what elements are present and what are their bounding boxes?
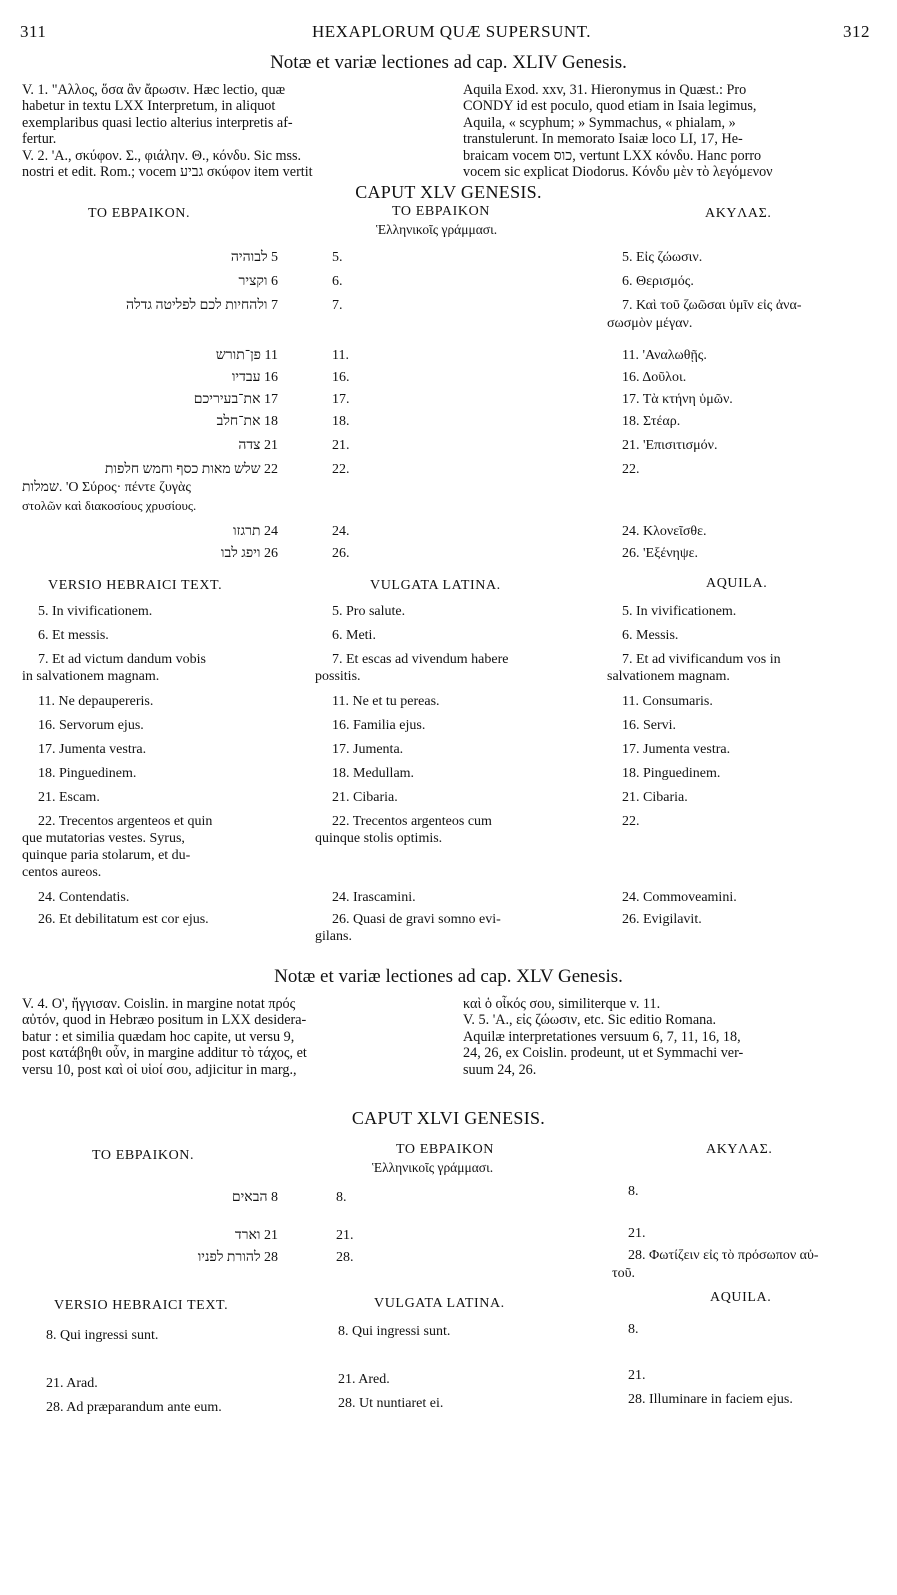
- aquila-cell-cont: σωσμὸν μέγαν.: [607, 316, 693, 331]
- aquila-latin-cell: 21.: [628, 1368, 646, 1383]
- verse-number: 18.: [332, 414, 350, 429]
- aquila-cell: 22.: [622, 462, 640, 477]
- text-line: Aquila Exod. xxv, 31. Hieronymus in Quæst.: Pro: [463, 82, 747, 98]
- text-line: batur : et similia quædam hoc capite, ut versu 9,: [22, 1028, 295, 1045]
- hebrew-cell: 5 לבוהיה: [230, 250, 278, 265]
- versio-cell: 26. Et debilitatum est cor ejus.: [38, 912, 209, 927]
- aquila-latin-cell: 24. Commoveamini.: [622, 890, 737, 905]
- hebrew-cell: 6 וקציר: [238, 274, 278, 289]
- vulgata-cell: 16. Familia ejus.: [332, 718, 426, 733]
- text-line: αὐτόν, quod in Hebræo positum in LXX desidera-: [22, 1012, 307, 1029]
- hebrew-cell: 8 הבאים: [231, 1190, 278, 1205]
- latin-head-vulgata: VULGATA LATINA.: [374, 1296, 505, 1311]
- versio-cell: 18. Pinguedinem.: [38, 766, 137, 781]
- versio-cell: 28. Ad præparandum ante eum.: [46, 1400, 222, 1415]
- hebrew-cell: 22 שלש מאות כסף וחמש חלפות: [104, 462, 278, 477]
- versio-cell: 11. Ne depaupereris.: [38, 694, 154, 709]
- vulgata-cell: 5. Pro salute.: [332, 604, 406, 619]
- chapter-46-title: CAPUT XLVI GENESIS.: [351, 1108, 546, 1128]
- vulgata-cell: 8. Qui ingressi sunt.: [338, 1324, 451, 1339]
- text-line: V. 4. Ο', ἤγγισαν. Coislin. in margine notat πρός: [22, 996, 296, 1012]
- verse-number: 21.: [336, 1228, 354, 1243]
- verse-number: 5.: [332, 250, 343, 265]
- text-line: vocem sic explicat Diodorus. Κόνδυ μὲν τὸ λεγόμενον: [463, 164, 773, 181]
- aquila-latin-cell: 11. Consumaris.: [622, 694, 713, 709]
- hebrew-cell: 24 תרגזו: [232, 524, 278, 539]
- verse-number: 24.: [332, 524, 350, 539]
- notes-44-title: Notæ et variæ lectiones ad cap. XLIV Genesis.: [270, 52, 627, 73]
- text-line: versu 10, post καὶ οἱ υἱοί σου, adjicitur in marg.,: [22, 1061, 297, 1078]
- page-number-right: 312: [843, 22, 870, 41]
- latin-head-vulgata: VULGATA LATINA.: [370, 578, 501, 593]
- hebrew-cell: 21 וארד: [234, 1228, 278, 1243]
- verse-number: 17.: [332, 392, 350, 407]
- aquila-latin-cell-cont: salvationem magnam.: [607, 669, 730, 684]
- verse-number: 21.: [332, 438, 350, 453]
- col-head-aquila: AKYΛAΣ.: [705, 206, 772, 221]
- aquila-cell: 8.: [628, 1184, 639, 1199]
- hebrew-cell: 11 פן־תורש: [215, 348, 278, 363]
- hebrew-cell: 16 עבדיו: [231, 370, 278, 385]
- vulgata-cell: 28. Ut nuntiaret ei.: [338, 1396, 444, 1411]
- versio-cell-cont: in salvationem magnam.: [22, 669, 160, 684]
- notes-45-right-column: [463, 996, 877, 1078]
- versio-cell-cont: centos aureos.: [22, 865, 102, 880]
- hebrew-cell-cont: שמלות. 'O Σύρος· πέντε ζυγὰς: [22, 480, 191, 495]
- versio-cell: 22. Trecentos argenteos et quin: [38, 814, 213, 829]
- aquila-cell: 7. Καὶ τοῦ ζωῶσαι ὑμῖν εἰς ἀνα-: [622, 298, 802, 313]
- vulgata-cell: 21. Cibaria.: [332, 790, 398, 805]
- text-line: V. 5. 'A., εἰς ζώωσιν, etc. Sic editio Romana.: [463, 1012, 717, 1029]
- text-line: exemplaribus quasi lectio alterius interpretis af-: [22, 114, 293, 131]
- aquila-cell: 18. Στέαρ.: [622, 414, 681, 429]
- verse-number: 16.: [332, 370, 350, 385]
- hebrew-cell: 7 ולהחיות לכם לפליטה גדלה: [126, 298, 278, 313]
- text-line: fertur.: [22, 131, 57, 148]
- text-line: transtulerunt. In memorato Isaiæ loco LI, 17, He-: [463, 131, 743, 148]
- aquila-latin-cell: 17. Jumenta vestra.: [622, 742, 731, 757]
- latin-head-aquila: AQUILA.: [710, 1290, 772, 1305]
- aquila-latin-cell: 7. Et ad vivificandum vos in: [622, 652, 781, 667]
- aquila-cell: 17. Τὰ κτήνη ὑμῶν.: [622, 392, 733, 407]
- aquila-latin-cell: 28. Illuminare in faciem ejus.: [628, 1392, 793, 1407]
- text-line: braicam vocem כוס, vertunt LXX κόνδυ. Hanc porro: [463, 147, 762, 164]
- aquila-latin-cell: 5. In vivificationem.: [622, 604, 737, 619]
- text-line: post κατάβηθι οὖν, in margine additur τὸ τάχος, et: [22, 1045, 307, 1062]
- vulgata-cell: 7. Et escas ad vivendum habere: [332, 652, 509, 667]
- col-head-transliteration-sub: Ἑλληνικοῖς γράμμασι.: [376, 222, 498, 237]
- aquila-latin-cell: 26. Evigilavit.: [622, 912, 702, 927]
- chapter-45-title: CAPUT XLV GENESIS.: [355, 182, 542, 202]
- hebrew-cell: 28 להורת לפניו: [197, 1250, 278, 1265]
- text-line: CONDY id est poculo, quod etiam in Isaia legimus,: [463, 98, 757, 115]
- versio-cell: 21. Arad.: [46, 1376, 98, 1391]
- text-line: Aquila, « scyphum; » Symmachus, « phialam, »: [463, 114, 736, 131]
- col-head-hebrew: TO EBPAIKON.: [88, 206, 191, 221]
- aquila-cell: 28. Φωτίζειν εἰς τὸ πρόσωπον αὐ-: [628, 1248, 819, 1263]
- aquila-latin-cell: 21. Cibaria.: [622, 790, 688, 805]
- col-head-aquila: AKYΛAΣ.: [706, 1142, 773, 1157]
- vulgata-cell: 26. Quasi de gravi somno evi-: [332, 912, 501, 927]
- text-line: καὶ ὁ οἶκός σου, similiterque v. 11.: [463, 996, 661, 1012]
- versio-cell: 17. Jumenta vestra.: [38, 742, 147, 757]
- latin-head-versio: VERSIO HEBRAICI TEXT.: [48, 578, 223, 593]
- versio-cell: 16. Servorum ejus.: [38, 718, 144, 733]
- running-title: HEXAPLORUM QUÆ SUPERSUNT.: [312, 22, 592, 41]
- col-head-hebrew: TO EBPAIKON.: [92, 1148, 195, 1163]
- vulgata-cell: 6. Meti.: [332, 628, 376, 643]
- verse-number: 6.: [332, 274, 343, 289]
- aquila-cell-cont: τοῦ.: [612, 1266, 636, 1281]
- hebrew-cell: 21 צדה: [238, 438, 278, 453]
- hebrew-cell-cont: στολῶν καὶ διακοσίους χρυσίους.: [22, 498, 197, 513]
- vulgata-cell-cont: quinque stolis optimis.: [315, 831, 443, 846]
- latin-head-aquila: AQUILA.: [706, 576, 768, 591]
- col-head-transliteration-sub: Ἑλληνικοῖς γράμμασι.: [372, 1160, 494, 1175]
- notes-44-left-column: [22, 82, 440, 180]
- notes-44-right-column: [463, 82, 877, 180]
- text-line: V. 2. 'A., σκύφον. Σ., φιάλην. Θ., κόνδυ. Sic mss.: [22, 147, 302, 164]
- verse-number: 11.: [332, 348, 349, 363]
- vulgata-cell: 17. Jumenta.: [332, 742, 404, 757]
- vulgata-cell: 18. Medullam.: [332, 766, 415, 781]
- versio-cell: 8. Qui ingressi sunt.: [46, 1328, 159, 1343]
- notes-45-title: Notæ et variæ lectiones ad cap. XLV Genesis.: [274, 966, 623, 987]
- vulgata-cell-cont: gilans.: [315, 929, 352, 944]
- text-line: 24, 26, ex Coislin. prodeunt, ut et Symmachi ver-: [463, 1045, 744, 1062]
- aquila-cell: 21.: [628, 1226, 646, 1241]
- aquila-cell: 11. 'Αναλωθῇς.: [622, 348, 707, 363]
- versio-cell-cont: que mutatorias vestes. Syrus,: [22, 831, 185, 846]
- versio-cell: 7. Et ad victum dandum vobis: [38, 652, 206, 667]
- notes-45-left-column: [22, 996, 440, 1078]
- versio-cell: 21. Escam.: [38, 790, 100, 805]
- versio-cell-cont: quinque paria stolarum, et du-: [22, 848, 191, 863]
- aquila-latin-cell: 16. Servi.: [622, 718, 677, 733]
- aquila-latin-cell: 22.: [622, 814, 640, 829]
- verse-number: 7.: [332, 298, 343, 313]
- versio-cell: 6. Et messis.: [38, 628, 109, 643]
- versio-cell: 5. In vivificationem.: [38, 604, 153, 619]
- verse-number: 28.: [336, 1250, 354, 1265]
- aquila-cell: 16. Δοῦλοι.: [622, 370, 687, 385]
- verse-number: 8.: [336, 1190, 347, 1205]
- vulgata-cell: 21. Ared.: [338, 1372, 390, 1387]
- aquila-cell: 24. Κλονεῖσθε.: [622, 524, 707, 539]
- aquila-latin-cell: 18. Pinguedinem.: [622, 766, 721, 781]
- vulgata-cell-cont: possitis.: [315, 669, 361, 684]
- aquila-cell: 5. Εἰς ζώωσιν.: [622, 250, 703, 265]
- vulgata-cell: 11. Ne et tu pereas.: [332, 694, 440, 709]
- hebrew-cell: 26 ויפג לבו: [220, 546, 278, 561]
- versio-cell: 24. Contendatis.: [38, 890, 130, 905]
- vulgata-cell: 22. Trecentos argenteos cum: [332, 814, 492, 829]
- aquila-cell: 21. 'Επισιτισμόν.: [622, 438, 718, 453]
- text-line: V. 1. "Αλλος, ὅσα ἂν ἄρωσιν. Hæc lectio, quæ: [22, 82, 286, 98]
- aquila-latin-cell: 8.: [628, 1322, 639, 1337]
- aquila-cell: 6. Θερισμός.: [622, 274, 694, 289]
- text-line: suum 24, 26.: [463, 1061, 537, 1078]
- latin-head-versio: VERSIO HEBRAICI TEXT.: [54, 1298, 229, 1313]
- col-head-transliteration: TO EBPAIKON: [396, 1142, 495, 1157]
- verse-number: 26.: [332, 546, 350, 561]
- hebrew-cell: 18 את־חלב: [216, 414, 278, 429]
- text-line: nostri et edit. Rom.; vocem גביע σκύφον item vertit: [22, 164, 313, 181]
- aquila-cell: 26. 'Εξένηψε.: [622, 546, 698, 561]
- aquila-latin-cell: 6. Messis.: [622, 628, 679, 643]
- text-line: habetur in textu LXX Interpretum, in aliquot: [22, 98, 276, 115]
- vulgata-cell: 24. Irascamini.: [332, 890, 416, 905]
- hebrew-cell: 17 את־בעיריכם: [193, 392, 278, 407]
- text-line: Aquilæ interpretationes versuum 6, 7, 11, 16, 18,: [463, 1028, 741, 1045]
- col-head-transliteration: TO EBPAIKON: [392, 204, 491, 219]
- page-number-left: 311: [20, 22, 47, 41]
- verse-number: 22.: [332, 462, 350, 477]
